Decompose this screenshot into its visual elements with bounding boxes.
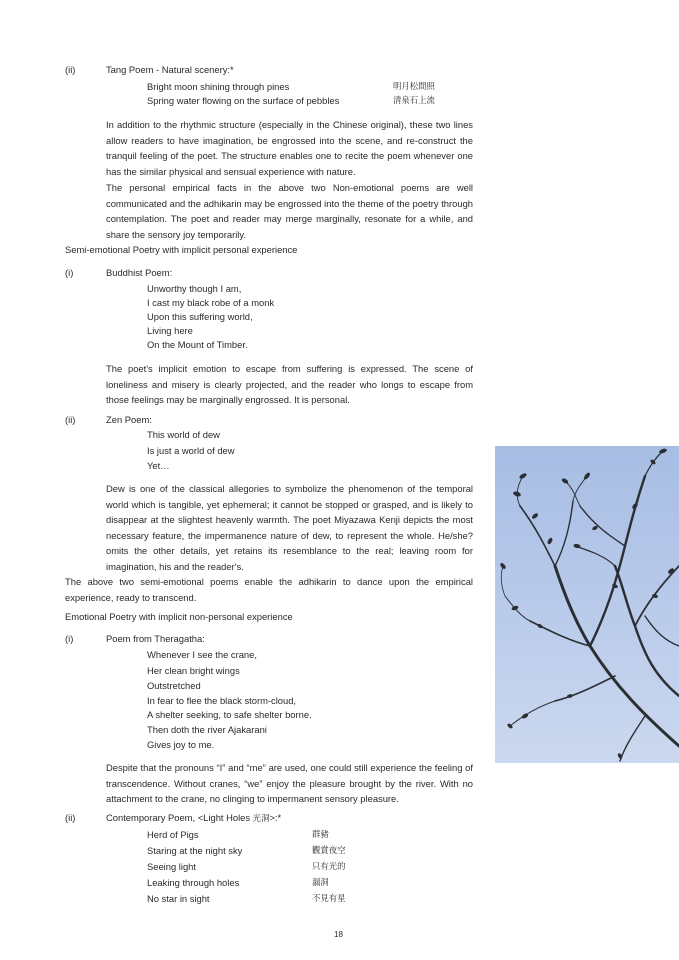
item-number: (i) xyxy=(65,267,74,278)
commentary-paragraph: Despite that the pronouns “I” and “me” are used, one could still experience the feeling of transcendence. Without cranes, “we” enjoy the pleasure brought by the river. With no attachment to the crane, no clinging to impermanent sensory pleasure. xyxy=(106,762,473,804)
poem-line-chinese: 漏洞 xyxy=(312,877,329,887)
poem-line: I cast my black robe of a monk xyxy=(147,297,275,308)
poem-line: Yet… xyxy=(147,460,170,471)
poem-line: Spring water flowing on the surface of pebbles xyxy=(147,95,340,106)
poem-line: In fear to flee the black storm-cloud, xyxy=(147,695,297,706)
item-number: (ii) xyxy=(65,414,76,425)
poem-line: This world of dew xyxy=(147,429,220,440)
section-heading: Semi-emotional Poetry with implicit personal experience xyxy=(65,244,298,255)
poem-title: Contemporary Poem, <Light Holes 光洞>:* xyxy=(106,812,282,823)
poem-line: Bright moon shining through pines xyxy=(147,81,290,92)
poem-line: Seeing light xyxy=(147,861,196,872)
poem-line: Her clean bright wings xyxy=(147,665,240,676)
poem-title: Poem from Theragatha: xyxy=(106,633,205,644)
poem-line-chinese: 明月松間照 xyxy=(393,81,435,91)
summary-paragraph: The above two semi-emotional poems enable the adhikarin to dance upon the empirical experience, ready to transcend. xyxy=(65,576,473,603)
poem-line: Upon this suffering world, xyxy=(147,311,253,322)
poem-title: Zen Poem: xyxy=(106,414,152,425)
poem-line: A shelter seeking, to safe shelter borne. xyxy=(147,709,312,720)
tree-branches-illustration xyxy=(495,446,679,763)
poem-line: Leaking through holes xyxy=(147,877,240,888)
commentary-paragraph: The poet's implicit emotion to escape from suffering is expressed. The scene of loneliness and misery is clearly projected, and the reader who longs to escape from those feelings may be marginally engrossed. It is personal. xyxy=(106,363,473,405)
poem-line: Herd of Pigs xyxy=(147,829,199,840)
poem-line: Is just a world of dew xyxy=(147,445,235,456)
commentary-paragraph: The personal empirical facts in the above two Non-emotional poems are well communicated and the adhikarin may be engrossed into the theme of the poetry through contemplation. The poet and reader may merge marginally, resonate for a while, and share the sensory joy temporarily. xyxy=(106,182,473,240)
poem-line: Unworthy though I am, xyxy=(147,283,242,294)
item-number: (ii) xyxy=(65,64,76,75)
poem-line: Living here xyxy=(147,325,193,336)
poem-line: No star in sight xyxy=(147,893,210,904)
item-number: (i) xyxy=(65,633,74,644)
poem-line: Gives joy to me. xyxy=(147,739,215,750)
commentary-paragraph: Dew is one of the classical allegories to symbolize the phenomenon of the temporal world which is tangible, yet ephemeral; it cannot be stopped or grasped, and is likely to disappear at the slightest heavenly warmth. The poet Miyazawa Kenji depicts the most necessary feature, the impermanence nature of dew, to represent the whole. He/she? omits the other details, yet retains its resemblance to the real; leaving room for imagination, his and the reader's. xyxy=(106,483,473,572)
tree-branches-photo xyxy=(495,446,679,763)
poem-line: On the Mount of Timber. xyxy=(147,339,248,350)
page-number: 18 xyxy=(334,930,343,939)
poem-line-chinese: 只有光的 xyxy=(312,861,346,871)
item-number: (ii) xyxy=(65,812,76,823)
poem-line-chinese: 清泉石上流 xyxy=(393,95,435,105)
poem-line: Then doth the river Ajakarani xyxy=(147,724,267,735)
poem-line: Whenever I see the crane, xyxy=(147,649,257,660)
poem-line-chinese: 群豬 xyxy=(312,829,329,839)
poem-line: Outstretched xyxy=(147,680,201,691)
poem-line-chinese: 不見有星 xyxy=(312,893,346,903)
poem-line-chinese: 觀賞夜空 xyxy=(312,845,346,855)
poem-title: Tang Poem - Natural scenery:* xyxy=(106,64,234,75)
poem-line: Staring at the night sky xyxy=(147,845,243,856)
poem-title: Buddhist Poem: xyxy=(106,267,173,278)
section-heading: Emotional Poetry with implicit non-personal experience xyxy=(65,611,293,622)
commentary-paragraph: In addition to the rhythmic structure (especially in the Chinese original), these two lines allow readers to have imagination, be engrossed into the scene, and re-construct the tranquil feeling of the poet. The structure enables one to recite the poem whenever one has the similar physical and sensual experience with nature. xyxy=(106,119,473,177)
